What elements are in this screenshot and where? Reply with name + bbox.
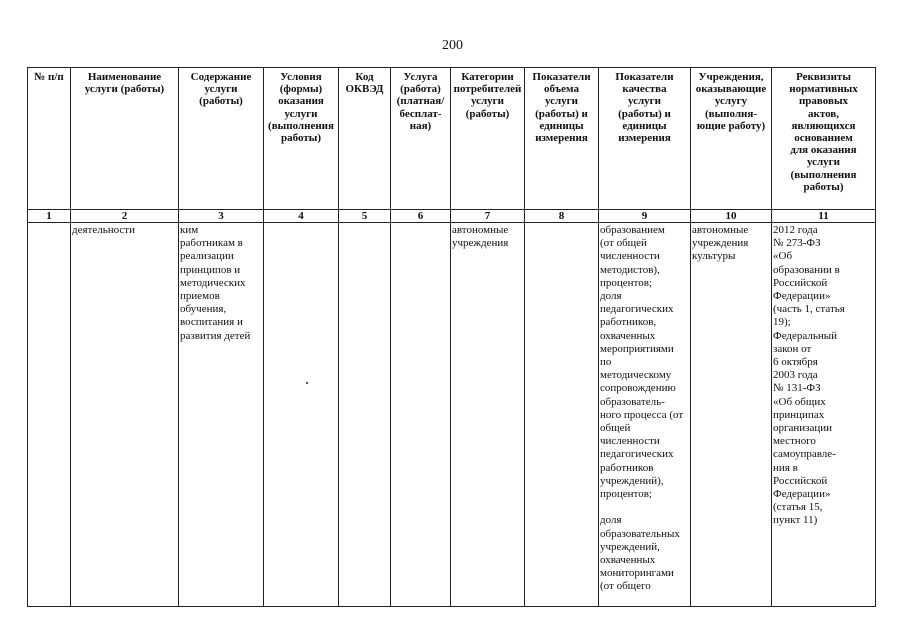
column-number: 4 <box>264 210 339 223</box>
cell-consumers: автономные учреждения <box>451 223 525 607</box>
header-institutions: Учреждения, оказывающие услугу (выполня- ющие работу) <box>691 68 772 210</box>
table-row <box>28 223 876 607</box>
cell-paid-free <box>391 223 451 607</box>
services-table <box>27 67 876 607</box>
column-number: 10 <box>691 210 772 223</box>
cell-service-name: деятельности <box>71 223 179 607</box>
header-quality-indicators: Показатели качества услуги (работы) и единицы измерения <box>599 68 691 210</box>
cell-conditions <box>264 223 339 607</box>
column-number: 9 <box>599 210 691 223</box>
column-number: 8 <box>525 210 599 223</box>
column-number: 7 <box>451 210 525 223</box>
cell-service-content: ким работникам в реализации принципов и методических приемов обучения, воспитания и развития детей <box>179 223 264 607</box>
cell-legal-acts: 2012 года № 273-ФЗ «Об образовании в Российской Федерации» (часть 1, статья 19); Федеральный закон от 6 октября 2003 года № 131-ФЗ «Об общих принципах организации местного самоуправле- ния в Российской Федерации» (статья 15, пункт 11) <box>772 223 876 607</box>
column-number-row <box>28 210 876 223</box>
header-service-name: Наименование услуги (работы) <box>71 68 179 210</box>
cell-okved <box>339 223 391 607</box>
header-consumers: Категории потребителей услуги (работы) <box>451 68 525 210</box>
header-row <box>28 68 876 210</box>
header-okved: Код ОКВЭД <box>339 68 391 210</box>
header-paid-free: Услуга (работа) (платная/ бесплат- ная) <box>391 68 451 210</box>
header-conditions: Условия (формы) оказания услуги (выполнения работы) <box>264 68 339 210</box>
cell-volume-indicators <box>525 223 599 607</box>
page-number: 200 <box>442 38 463 53</box>
header-volume-indicators: Показатели объема услуги (работы) и единицы измерения <box>525 68 599 210</box>
cell-num <box>28 223 71 607</box>
header-legal-acts: Реквизиты нормативных правовых актов, являющихся основанием для оказания услуги (выполнения работы) <box>772 68 876 210</box>
column-number: 6 <box>391 210 451 223</box>
header-service-content: Содержание услуги (работы) <box>179 68 264 210</box>
stray-dot <box>306 382 308 384</box>
cell-institutions: автономные учреждения культуры <box>691 223 772 607</box>
column-number: 11 <box>772 210 876 223</box>
column-number: 2 <box>71 210 179 223</box>
header-num: № п/п <box>28 68 71 210</box>
column-number: 3 <box>179 210 264 223</box>
cell-quality-indicators: образованием (от общей численности методистов), процентов; доля педагогических работников, охваченных мероприятиями по методическому сопровождению образователь- ного процесса (от общей численности педагогических работников учреждений), процентов; доля образовательных учреждений, охваченных мониторингами (от общего <box>599 223 691 607</box>
column-number: 1 <box>28 210 71 223</box>
column-number: 5 <box>339 210 391 223</box>
